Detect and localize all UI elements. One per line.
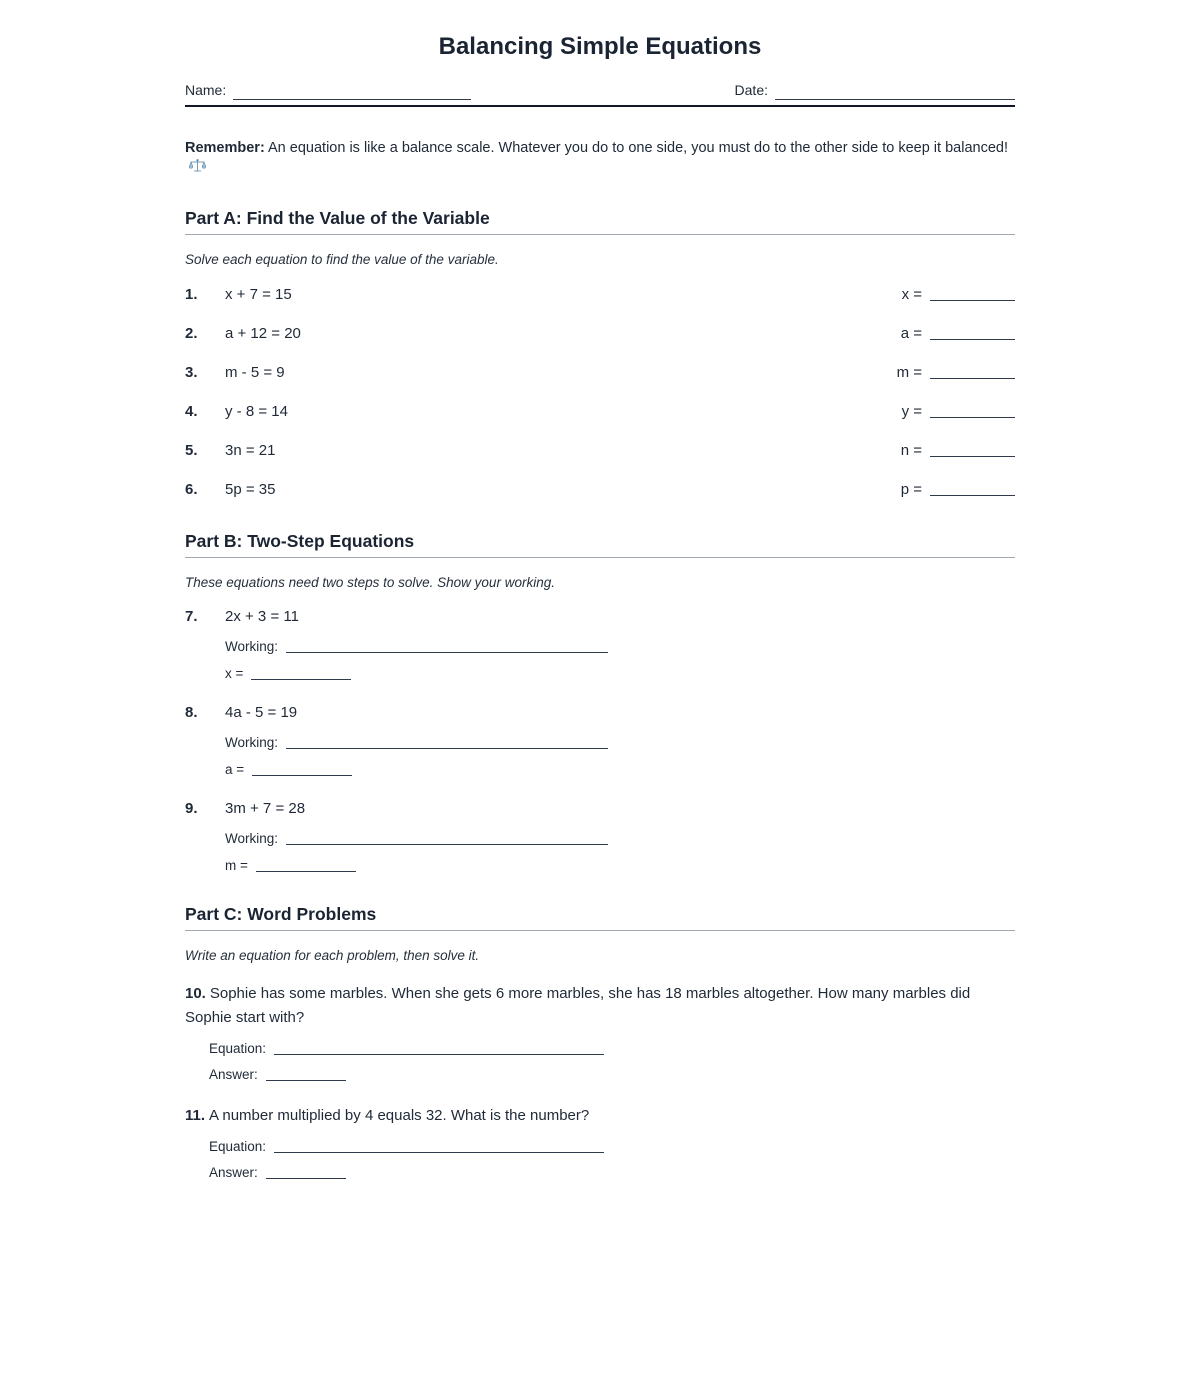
answer-variable-label: a =	[225, 762, 245, 777]
equation-label: Equation:	[209, 1139, 267, 1154]
equation-row	[209, 1137, 1015, 1154]
name-date-row	[185, 82, 1015, 98]
problem-equation: 4a - 5 = 19	[225, 704, 298, 721]
answer-variable-label: p =	[900, 481, 922, 498]
word-problem-text	[185, 982, 1015, 1030]
answer-blank[interactable]	[930, 404, 1015, 418]
problem-item-8	[185, 704, 1015, 777]
problem-row-1	[185, 285, 1015, 303]
date-blank[interactable]	[775, 86, 1015, 100]
part-b-heading: Part B: Two-Step Equations	[185, 531, 1015, 558]
answer-group	[902, 402, 1015, 420]
answer-row	[209, 1065, 1015, 1082]
answer-group	[902, 285, 1015, 303]
problem-item-10	[185, 982, 1015, 1082]
problem-item-9	[185, 800, 1015, 873]
balance-scale-icon	[189, 159, 206, 174]
answer-blank[interactable]	[256, 858, 356, 872]
equation-blank[interactable]	[274, 1139, 604, 1153]
part-c-heading: Part C: Word Problems	[185, 904, 1015, 931]
equation-row	[209, 1039, 1015, 1056]
date-label: Date:	[734, 82, 768, 98]
worksheet	[185, 0, 1015, 1180]
working-blank[interactable]	[286, 735, 608, 749]
problem-statement: Sophie has some marbles. When she gets 6 more marbles, she has 18 marbles altogether. How many marbles did Sophie start with?	[185, 985, 971, 1026]
problem-equation: 3m + 7 = 28	[225, 800, 306, 817]
problem-item-11	[185, 1104, 1015, 1180]
problem-number: 11.	[185, 1107, 206, 1124]
problem-number: 8.	[185, 704, 198, 721]
problem-equation: m - 5 = 9	[225, 364, 285, 381]
answer-variable-label: n =	[900, 442, 922, 459]
name-blank[interactable]	[233, 86, 471, 100]
date-field-group	[735, 82, 1015, 98]
answer-group	[901, 480, 1015, 498]
answer-row	[225, 856, 1015, 873]
problem-row-2	[185, 324, 1015, 342]
problem-number: 9.	[185, 800, 198, 817]
problem-row-6	[185, 480, 1015, 498]
reminder-bold-label: Remember:	[185, 140, 265, 156]
reminder-text: An equation is like a balance scale. Whatever you do to one side, you must do to the other side to keep it balanced!	[268, 140, 1008, 156]
answer-blank[interactable]	[251, 666, 351, 680]
problem-number: 7.	[185, 608, 198, 625]
answer-variable-label: m =	[896, 364, 922, 381]
working-label: Working:	[225, 735, 279, 750]
problem-number: 3.	[185, 364, 198, 381]
answer-blank[interactable]	[266, 1165, 346, 1179]
answer-group	[897, 363, 1015, 381]
problem-row-5	[185, 441, 1015, 459]
answer-blank[interactable]	[266, 1067, 346, 1081]
answer-blank[interactable]	[930, 326, 1015, 340]
problem-equation: 2x + 3 = 11	[225, 608, 299, 625]
equation-label: Equation:	[209, 1041, 267, 1056]
answer-blank[interactable]	[252, 762, 352, 776]
answer-blank[interactable]	[930, 287, 1015, 301]
answer-group	[901, 324, 1015, 342]
part-c-instruction: Write an equation for each problem, then solve it.	[185, 948, 480, 963]
problem-number: 4.	[185, 403, 198, 420]
working-row	[225, 733, 1015, 750]
answer-group	[901, 441, 1015, 459]
problem-number: 10.	[185, 985, 206, 1002]
problem-number: 5.	[185, 442, 198, 459]
answer-variable-label: m =	[225, 858, 248, 873]
problem-row	[185, 704, 1015, 721]
answer-row	[225, 760, 1015, 777]
problem-row	[185, 800, 1015, 817]
problem-row-3	[185, 363, 1015, 381]
working-label: Working:	[225, 639, 279, 654]
answer-row	[225, 664, 1015, 681]
word-problem-text	[185, 1104, 1015, 1128]
working-blank[interactable]	[286, 639, 608, 653]
working-blank[interactable]	[286, 831, 608, 845]
problem-equation: y - 8 = 14	[225, 403, 288, 420]
problem-number: 1.	[185, 286, 198, 303]
part-a-problem-list	[185, 285, 1015, 498]
problem-row-4	[185, 402, 1015, 420]
working-label: Working:	[225, 831, 279, 846]
working-row	[225, 829, 1015, 846]
problem-row	[185, 608, 1015, 625]
header-divider	[185, 105, 1015, 107]
problem-statement: A number multiplied by 4 equals 32. What is the number?	[209, 1107, 590, 1124]
answer-variable-label: x =	[901, 286, 922, 303]
problem-item-7	[185, 608, 1015, 681]
page-title: Balancing Simple Equations	[438, 33, 762, 60]
answer-variable-label: x =	[225, 666, 244, 681]
part-b-problem-list	[185, 608, 1015, 873]
problem-equation: a + 12 = 20	[225, 325, 301, 342]
answer-row	[209, 1163, 1015, 1180]
problem-equation: 5p = 35	[225, 481, 276, 498]
answer-variable-label: y =	[901, 403, 922, 420]
problem-equation: x + 7 = 15	[225, 286, 292, 303]
equation-blank[interactable]	[274, 1041, 604, 1055]
problem-equation: 3n = 21	[225, 442, 276, 459]
problem-number: 2.	[185, 325, 198, 342]
answer-variable-label: a =	[900, 325, 922, 342]
answer-label: Answer:	[209, 1067, 258, 1082]
name-field-group	[185, 82, 471, 98]
part-c-problem-list	[185, 982, 1015, 1180]
reminder-note	[185, 138, 1015, 178]
answer-label: Answer:	[209, 1165, 258, 1180]
answer-blank[interactable]	[930, 482, 1015, 496]
part-b-instruction: These equations need two steps to solve. Show your working.	[185, 575, 555, 590]
part-a-instruction: Solve each equation to find the value of the variable.	[185, 252, 499, 267]
name-label: Name:	[185, 82, 227, 98]
answer-blank[interactable]	[930, 365, 1015, 379]
working-row	[225, 637, 1015, 654]
problem-number: 6.	[185, 481, 198, 498]
answer-blank[interactable]	[930, 443, 1015, 457]
part-a-heading: Part A: Find the Value of the Variable	[185, 208, 1015, 235]
